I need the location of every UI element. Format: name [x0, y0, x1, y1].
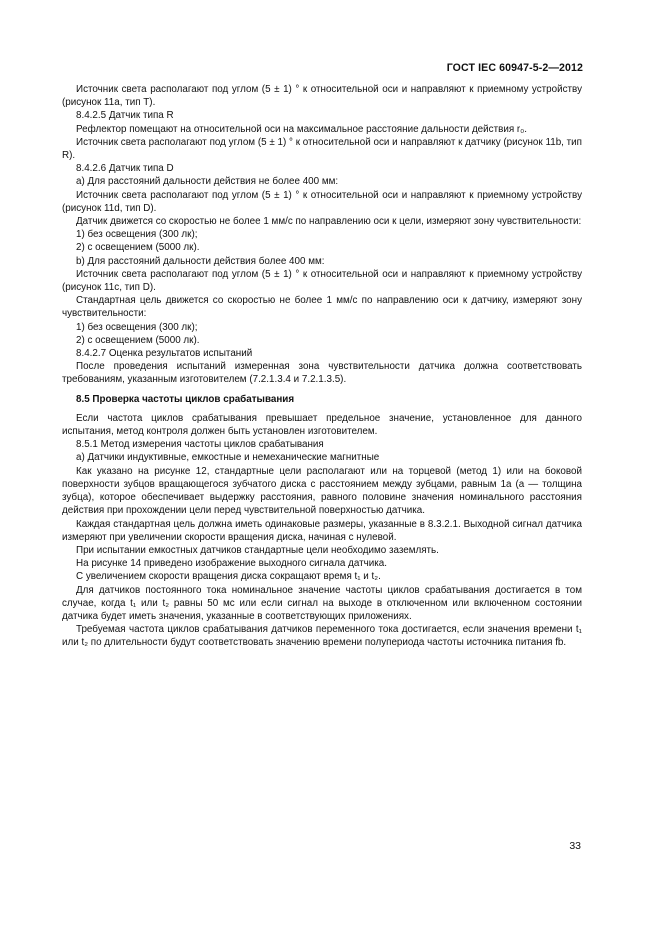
clause-title: 8.4.2.6 Датчик типа D — [76, 163, 174, 175]
paragraph: Стандартная цель движется со скоростью не более 1 мм/с по направлению оси к датчику, измеряют зону чувствительности: — [62, 295, 582, 320]
paragraph: Датчик движется со скоростью не более 1 мм/с по направлению оси к цели, измеряют зону чувствительности: — [76, 216, 582, 228]
list-item: 2) с освещением (5000 лк). — [76, 242, 200, 254]
paragraph: После проведения испытаний измеренная зона чувствительности датчика должна соответствовать требованиям, указанным изготовителем (7.2.1.3.4 и 7.2.1.3.5). — [62, 361, 582, 386]
page-number: 33 — [569, 840, 581, 852]
paragraph: Для датчиков постоянного тока номинальное значение частоты циклов срабатывания достигается в том случае, когда t₁ или t₂ равны 50 мс или если сигнал на выходе в отключенном или включенном состоянии датчика будет иметь значения, указанные в соответствующих приложениях. — [62, 584, 582, 622]
document-header: ГОСТ IEC 60947-5-2—2012 — [446, 62, 583, 74]
paragraph: Источник света располагают под углом (5 ± 1) ° к относительной оси и направляют к датчику (рисунок 11b, тип R). — [62, 136, 582, 162]
paragraph: Требуемая частота циклов срабатывания датчиков переменного тока достигается, если значения времени t₁ или t₂ по длительности будут соответствовать значению времени полупериода частоты источника питания fb. — [62, 624, 582, 649]
list-item: 2) с освещением (5000 лк). — [76, 334, 200, 346]
paragraph: На рисунке 14 приведено изображение выходного сигнала датчика. — [76, 558, 387, 570]
paragraph: Источник света располагают под углом (5 ± 1) ° к относительной оси и направляют к приемному устройству (рисунок 11c, тип D). — [62, 268, 582, 294]
list-item: 1) без освещения (300 лк); — [76, 229, 198, 241]
paragraph: Рефлектор помещают на относительной оси на максимальное расстояние дальности действия r₀. — [76, 123, 527, 135]
list-item: b) Для расстояний дальности действия более 400 мм: — [76, 255, 325, 267]
section-heading: 8.5 Проверка частоты циклов срабатывания — [76, 393, 295, 405]
paragraph: Если частота циклов срабатывания превышает предельное значение, установленное для данного испытания, метод контроля должен быть установлен изготовителем. — [62, 412, 582, 438]
paragraph: При испытании емкостных датчиков стандартные цели необходимо заземлять. — [76, 544, 439, 556]
clause-title: 8.4.2.7 Оценка результатов испытаний — [76, 348, 253, 360]
clause-title: 8.5.1 Метод измерения частоты циклов срабатывания — [76, 439, 324, 451]
list-item: a) Датчики индуктивные, емкостные и немеханические магнитные — [76, 452, 380, 464]
clause-title: 8.4.2.5 Датчик типа R — [76, 110, 174, 122]
list-item: a) Для расстояний дальности действия не более 400 мм: — [76, 176, 339, 188]
paragraph: Источник света располагают под углом (5 ± 1) ° к относительной оси и направляют к приемному устройству (рисунок 11a, тип T). — [62, 84, 582, 109]
paragraph: Каждая стандартная цель должна иметь одинаковые размеры, указанные в 8.3.2.1. Выходной сигнал датчика измеряют при увеличении скорости вращения диска, начиная с нулевой. — [62, 518, 582, 543]
document-body — [62, 83, 582, 650]
list-item: 1) без освещения (300 лк); — [76, 321, 198, 333]
paragraph: Источник света располагают под углом (5 ± 1) ° к относительной оси и направляют к приемному устройству (рисунок 11d, тип D). — [62, 189, 582, 214]
paragraph: Как указано на рисунке 12, стандартные цели располагают или на торцевой (метод 1) или на боковой поверхности зубцов вращающегося зубчатого диска с расстоянием между зубцами, равным 1a (a — толщина зубца), которое обеспечивает выдержку расстояния, равного половине значения номинального расстояния действия при прохождении цели перед чувствительной поверхностью датчика. — [62, 465, 582, 517]
paragraph: С увеличением скорости вращения диска сокращают время t₁ и t₂. — [76, 571, 381, 583]
